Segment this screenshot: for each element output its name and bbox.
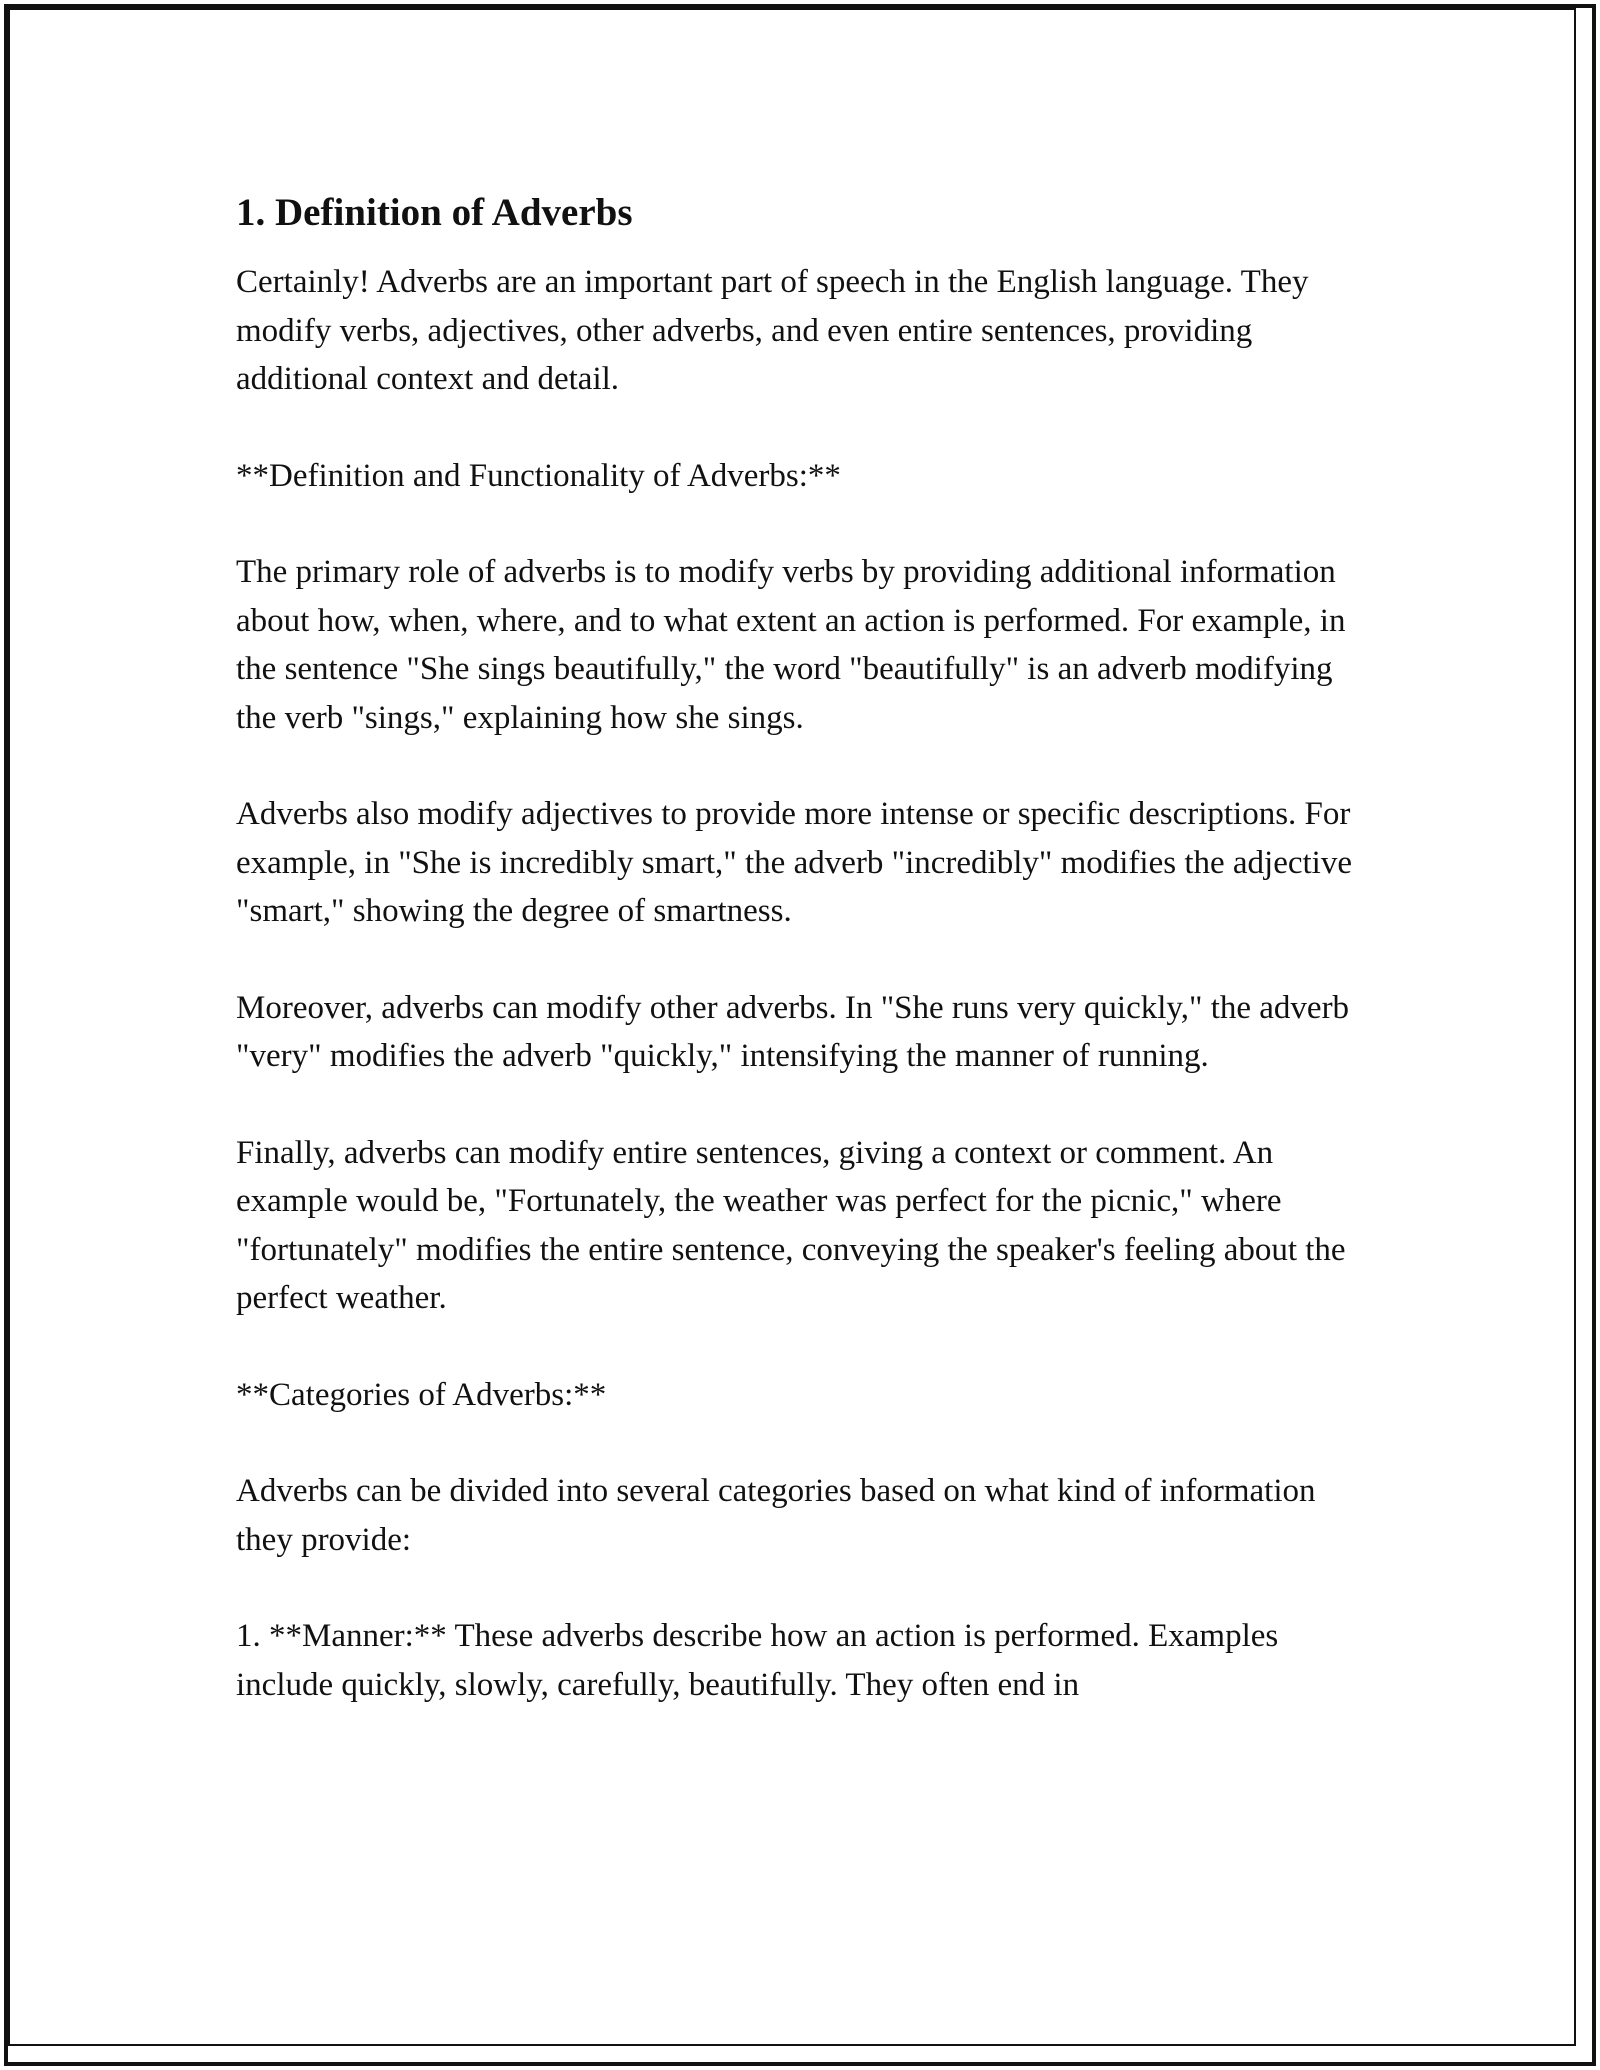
paragraph-manner: 1. **Manner:** These adverbs describe how an action is performed. Examples include quickly, slowly, carefully, beautifully. They often end in bbox=[236, 1618, 1279, 1703]
paragraph-adverbs: Moreover, adverbs can modify other adverbs. In "She runs very quickly," the adverb "very" modifies the adverb "quickly," intensifying the manner of running. bbox=[236, 989, 1350, 1074]
paragraph-verbs: The primary role of adverbs is to modify verbs by providing additional information about how, when, where, and to what extent an action is performed. For example, in the sentence "She sings beautifully," the word "beautifully" is an adverb modifying the verb "sings," explaining how she sings. bbox=[236, 554, 1346, 736]
paragraph-sentences: Finally, adverbs can modify entire sentences, giving a context or comment. An example would be, "Fortunately, the weather was perfect for the picnic," where "fortunately" modifies the entire sentence, conveying the speaker's feeling about the perfect weather. bbox=[236, 1134, 1346, 1316]
section-heading: 1. Definition of Adverbs bbox=[236, 191, 633, 234]
paragraph-intro: Certainly! Adverbs are an important part of speech in the English language. They modify verbs, adjectives, other adverbs, and even entire sentences, providing additional context and detail. bbox=[236, 264, 1309, 397]
paragraph-categories-intro: Adverbs can be divided into several categories based on what kind of information they provide: bbox=[236, 1473, 1316, 1558]
paragraph-definition-heading: **Definition and Functionality of Adverbs:** bbox=[236, 457, 841, 494]
paragraph-adjectives: Adverbs also modify adjectives to provide more intense or specific descriptions. For example, in "She is incredibly smart," the adverb "incredibly" modifies the adjective "smart," showing the degree of smartness. bbox=[236, 796, 1352, 929]
paragraph-categories-heading: **Categories of Adverbs:** bbox=[236, 1376, 607, 1413]
document-body bbox=[236, 186, 1366, 1757]
